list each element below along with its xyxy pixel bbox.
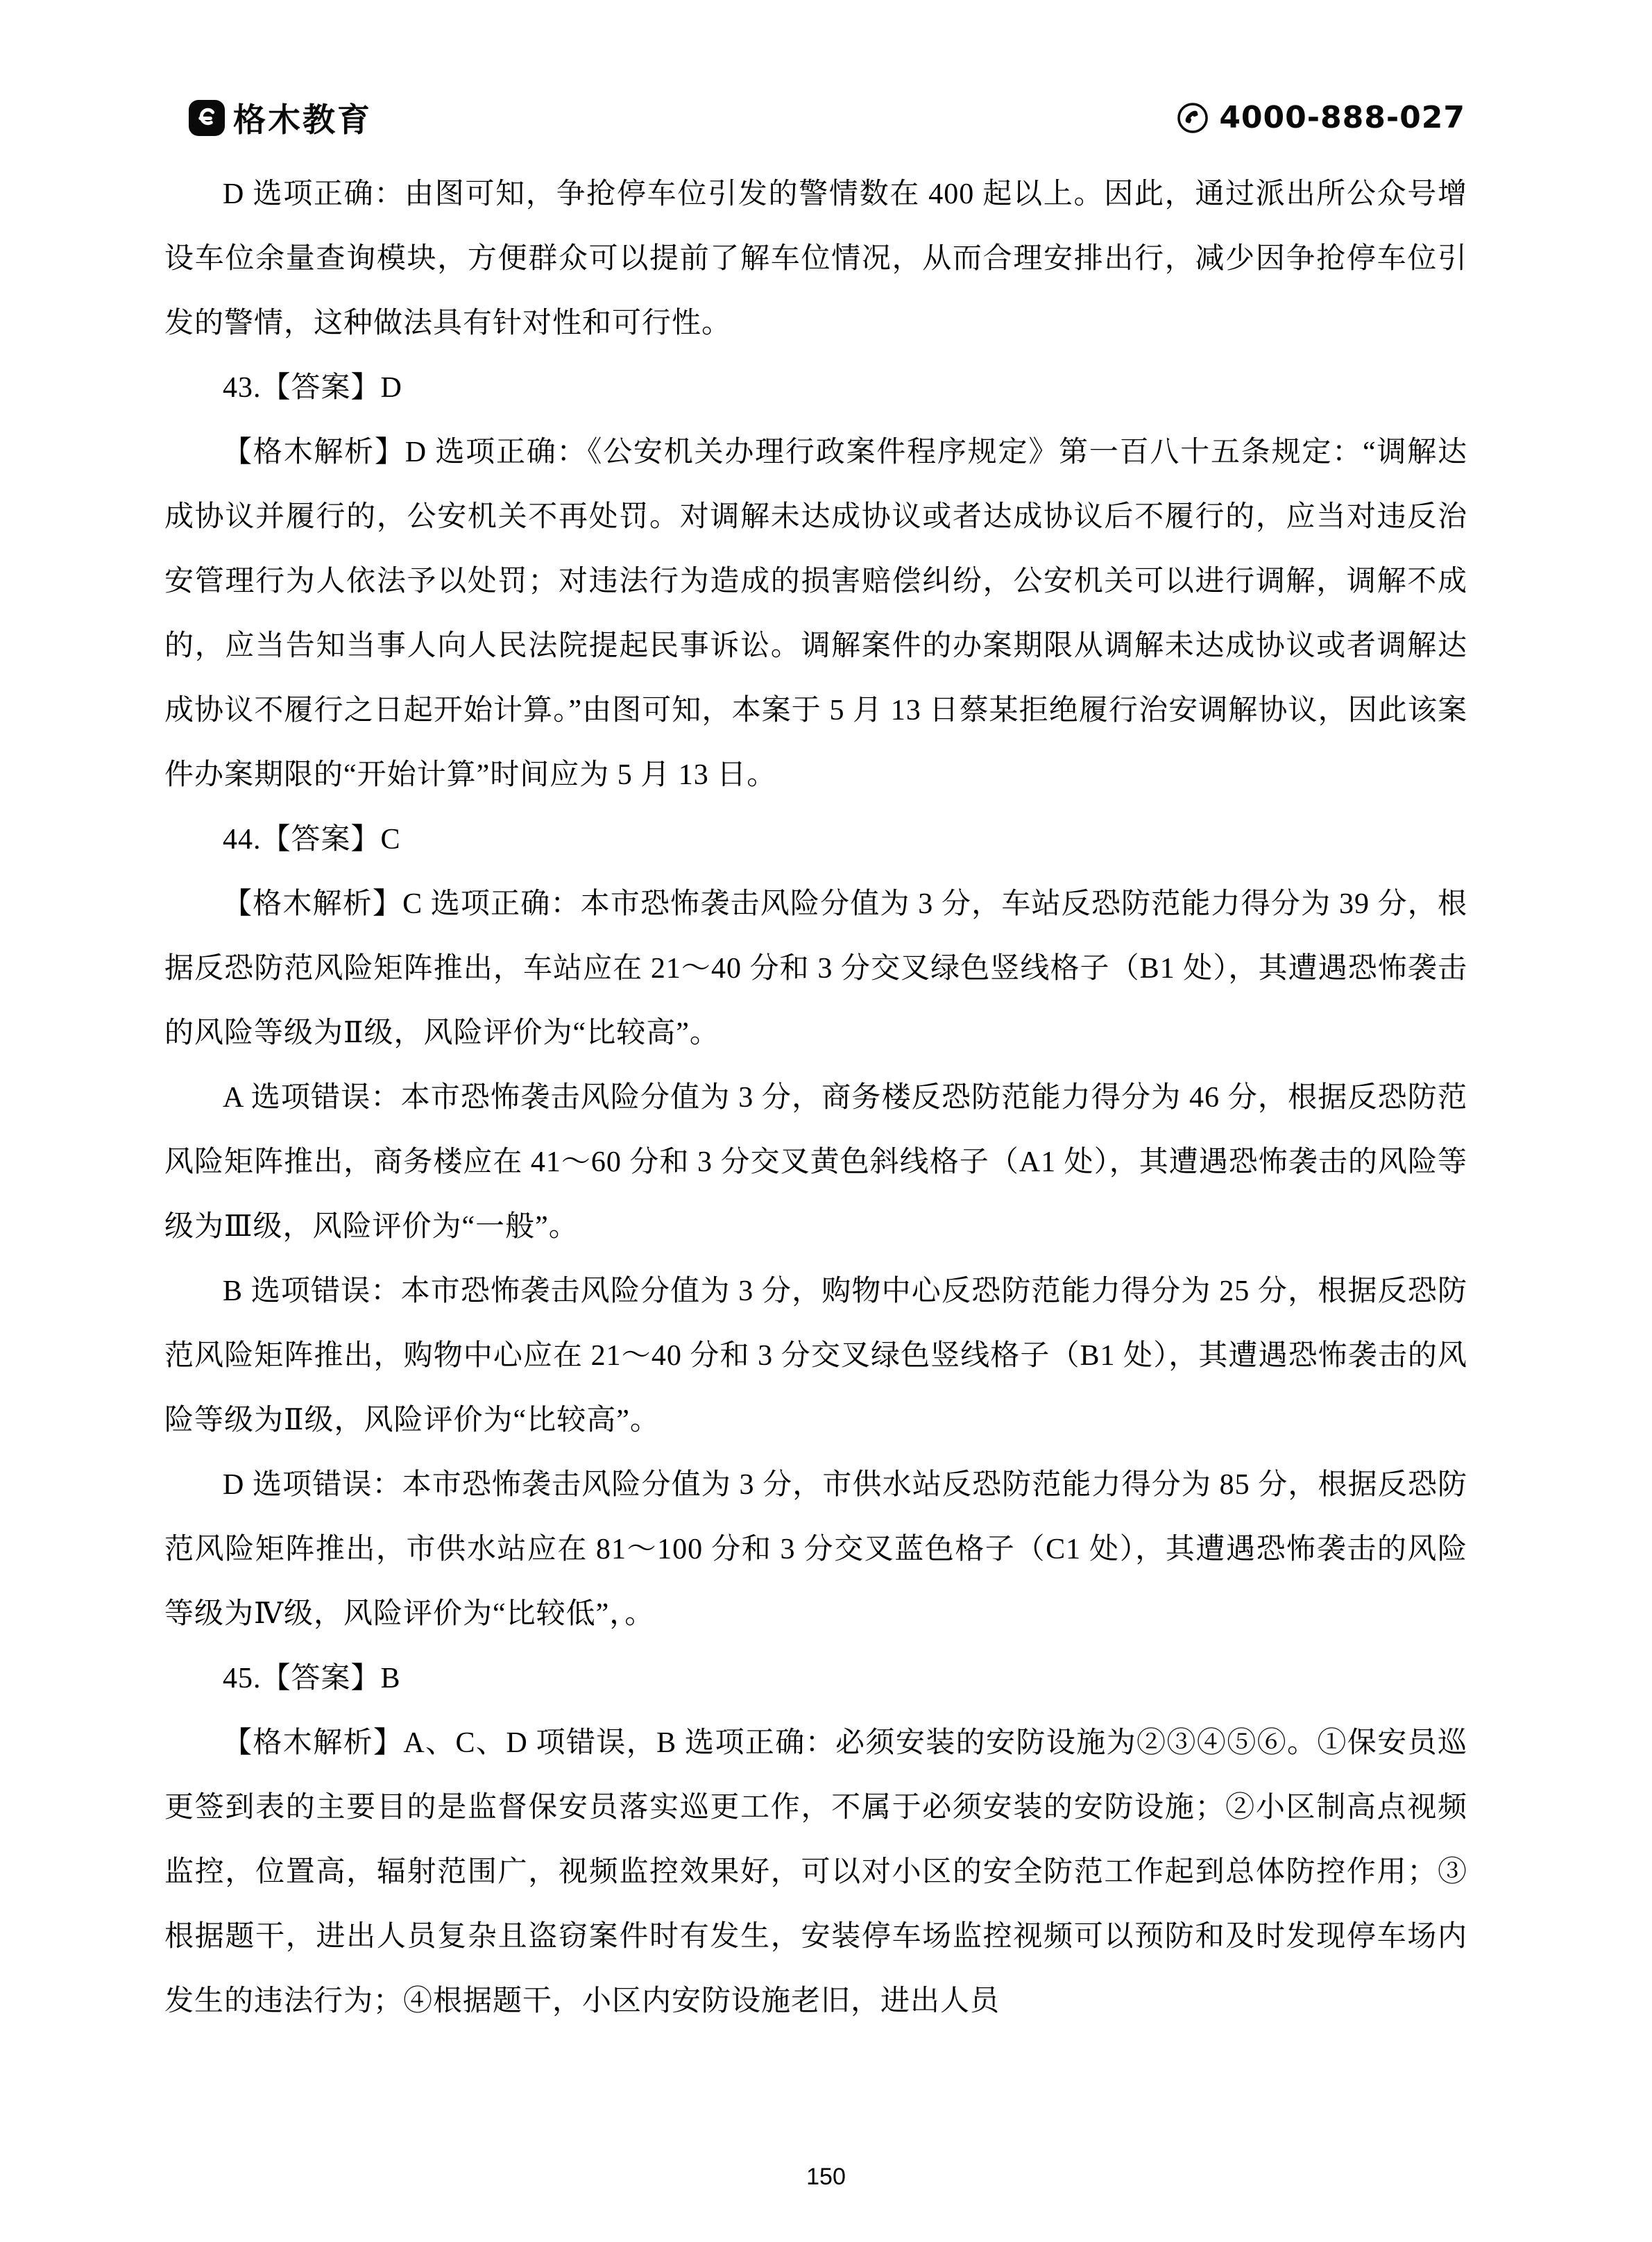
- paragraph-analysis-43: 【格木解析】D 选项正确：《公安机关办理行政案件程序规定》第一百八十五条规定：“调解达成协议并履行的，公安机关不再处罚。对调解未达成协议或者达成协议后不履行的，应当对违反治安管理行为人依法予以处罚；对违法行为造成的损害赔偿纠纷，公安机关可以进行调解，调解不成的，应当告知当事人向人民法院提起民事诉讼。调解案件的办案期限从调解未达成协议或者调解达成协议不履行之日起开始计算。”由图可知，本案于 5 月 13 日蔡某拒绝履行治安调解协议，因此该案件办案期限的“开始计算”时间应为 5 月 13 日。: [164, 436, 1467, 791]
- gemu-logo-icon: [189, 100, 225, 136]
- paragraph-analysis-44-option-b: B 选项错误：本市恐怖袭击风险分值为 3 分，购物中心反恐防范能力得分为 25 分，根据反恐防范风险矩阵推出，购物中心应在 21～40 分和 3 分交叉绿色竖线格子（B1 处），其遭遇恐怖袭击的风险等级为Ⅱ级，风险评价为“比较高”。: [164, 1275, 1467, 1436]
- paragraph-answer-45: 45.【答案】B: [223, 1663, 401, 1695]
- document-body: [164, 162, 1467, 2034]
- contact-phone: [1176, 100, 1465, 135]
- page-header: [189, 94, 1465, 141]
- phone-circle-icon: [1176, 101, 1209, 135]
- brand-name: 格木教育: [233, 101, 372, 139]
- brand: [189, 94, 372, 141]
- paragraph-analysis-44-option-d: D 选项错误：本市恐怖袭击风险分值为 3 分，市供水站反恐防范能力得分为 85 分，根据反恐防范风险矩阵推出，市供水站应在 81～100 分和 3 分交叉蓝色格子（C1 处），其遭遇恐怖袭击的风险等级为Ⅳ级，风险评价为“比较低”，。: [164, 1469, 1467, 1630]
- paragraph-answer-43: 43.【答案】D: [223, 372, 402, 404]
- paragraph-analysis-44-option-c: 【格木解析】C 选项正确：本市恐怖袭击风险分值为 3 分，车站反恐防范能力得分为 39 分，根据反恐防范风险矩阵推出，车站应在 21～40 分和 3 分交叉绿色竖线格子（B1 处），其遭遇恐怖袭击的风险等级为Ⅱ级，风险评价为“比较高”。: [164, 888, 1467, 1049]
- paragraph-analysis-45: 【格木解析】A、C、D 项错误，B 选项正确：必须安装的安防设施为②③④⑤⑥。①保安员巡更签到表的主要目的是监督保安员落实巡更工作，不属于必须安装的安防设施；②小区制高点视频监控，位置高，辐射范围广，视频监控效果好，可以对小区的安全防范工作起到总体防控作用；③根据题干，进出人员复杂且盗窃案件时有发生，安装停车场监控视频可以预防和及时发现停车场内发生的违法行为；④根据题干，小区内安防设施老旧，进出人员: [164, 1727, 1467, 2017]
- phone-number: 4000-888-027: [1219, 100, 1465, 135]
- page-footer: [0, 2164, 1652, 2191]
- paragraph-analysis-44-option-a: A 选项错误：本市恐怖袭击风险分值为 3 分，商务楼反恐防范能力得分为 46 分，根据反恐防范风险矩阵推出，商务楼应在 41～60 分和 3 分交叉黄色斜线格子（A1 处），其遭遇恐怖袭击的风险等级为Ⅲ级，风险评价为“一般”。: [164, 1082, 1467, 1243]
- paragraph-answer-44: 44.【答案】C: [223, 824, 401, 856]
- paragraph-q42-option-d-analysis: D 选项正确：由图可知，争抢停车位引发的警情数在 400 起以上。因此，通过派出所公众号增设车位余量查询模块，方便群众可以提前了解车位情况，从而合理安排出行，减少因争抢停车位引发的警情，这种做法具有针对性和可行性。: [164, 178, 1467, 339]
- page-number: 150: [806, 2164, 846, 2190]
